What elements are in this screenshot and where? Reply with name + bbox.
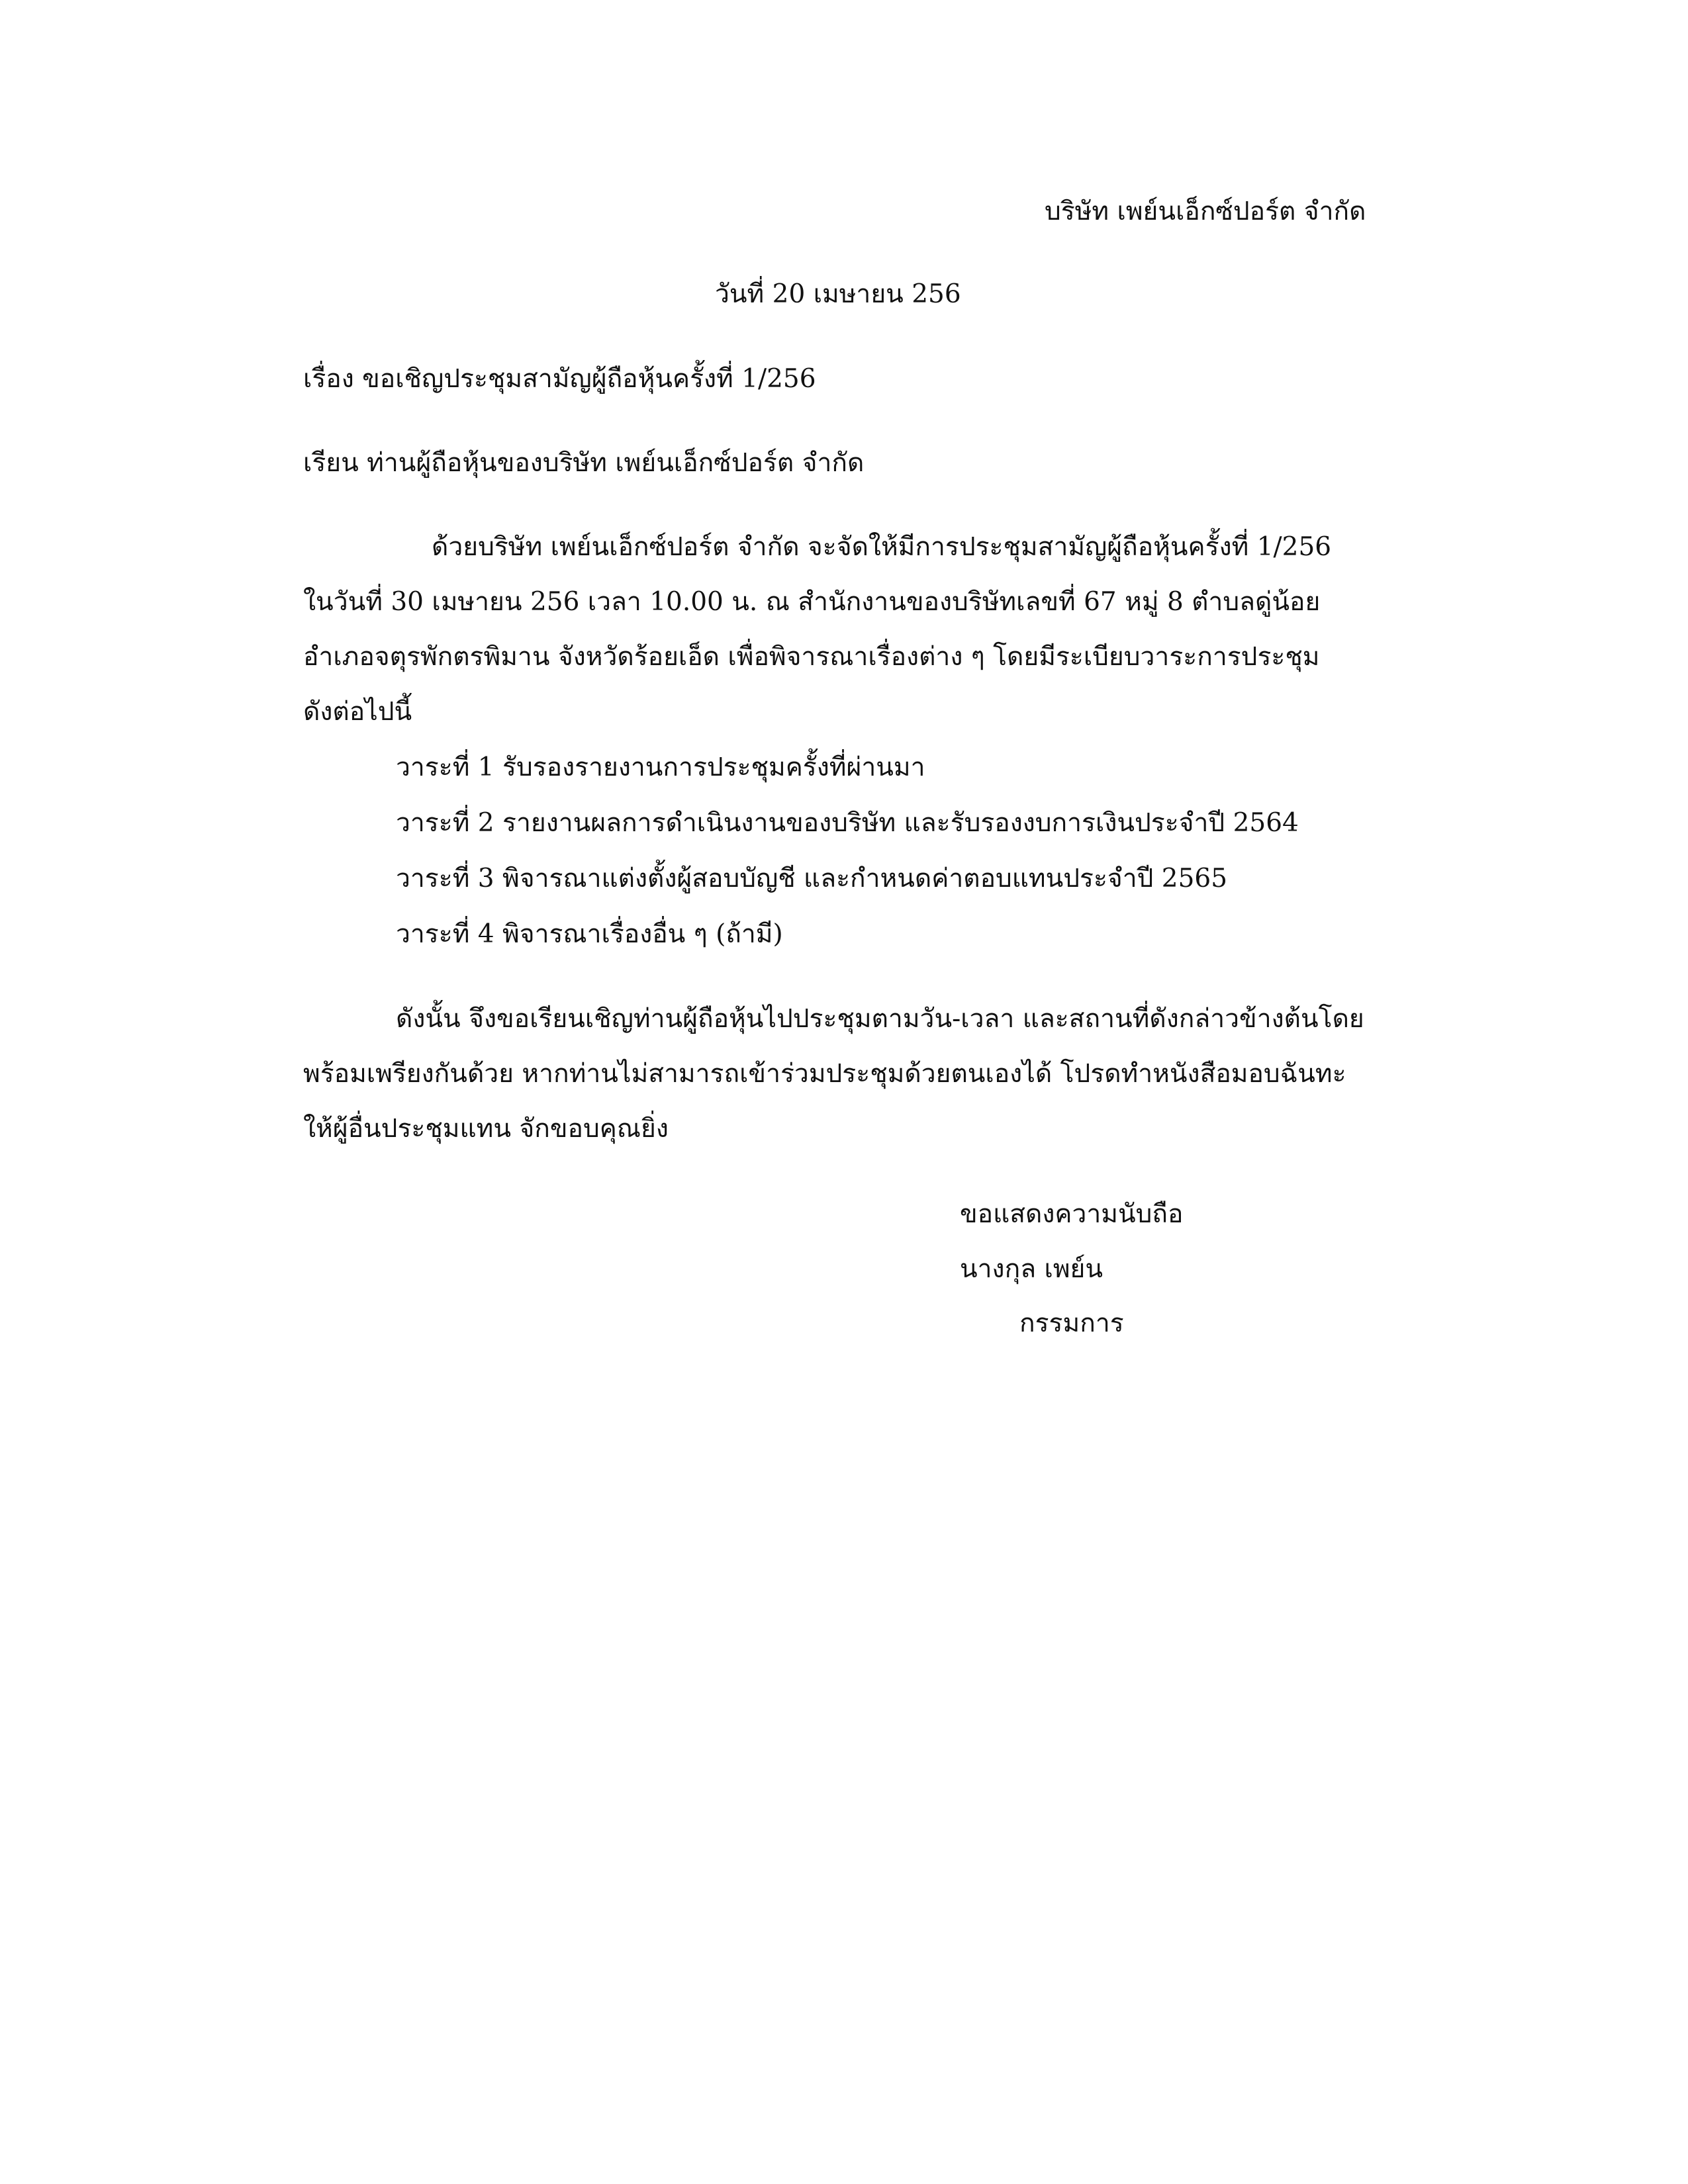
closing-line: พร้อมเพรียงกันด้วย หากท่านไม่สามารถเข้าร่วมประชุมด้วยตนเองได้ โปรดทำหนังสือมอบฉันทะ xyxy=(303,1059,1346,1089)
agenda-item: วาระที่ 1 รับรองรายงานการประชุมครั้งที่ผ่านมา xyxy=(396,752,925,782)
letter-date: วันที่ 20 เมษายน 256 xyxy=(715,279,961,309)
letter-subject: เรื่อง ขอเชิญประชุมสามัญผู้ถือหุ้นครั้งที่ 1/256 xyxy=(303,364,816,394)
signature-regards: ขอแสดงความนับถือ xyxy=(960,1199,1184,1229)
company-header: บริษัท เพย์นเอ็กซ์ปอร์ต จำกัด xyxy=(1045,197,1366,226)
closing-line: ให้ผู้อื่นประชุมแทน จักขอบคุณยิ่ง xyxy=(303,1114,669,1144)
body-line: ด้วยบริษัท เพย์นเอ็กซ์ปอร์ต จำกัด จะจัดให้มีการประชุมสามัญผู้ถือหุ้นครั้งที่ 1/256 xyxy=(432,532,1332,562)
agenda-item: วาระที่ 4 พิจารณาเรื่องอื่น ๆ (ถ้ามี) xyxy=(396,919,783,949)
agenda-item: วาระที่ 2 รายงานผลการดำเนินงานของบริษัท และรับรองงบการเงินประจำปี 2564 xyxy=(396,808,1299,838)
body-line: อำเภอจตุรพักตรพิมาน จังหวัดร้อยเอ็ด เพื่อพิจารณาเรื่องต่าง ๆ โดยมีระเบียบวาระการประชุม xyxy=(303,642,1320,672)
body-line: ดังต่อไปนี้ xyxy=(303,697,412,727)
signature-name: นางกุล เพย์น xyxy=(960,1254,1103,1284)
agenda-item: วาระที่ 3 พิจารณาแต่งตั้งผู้สอบบัญชี และกำหนดค่าตอบแทนประจำปี 2565 xyxy=(396,864,1228,893)
letter-salutation: เรียน ท่านผู้ถือหุ้นของบริษัท เพย์นเอ็กซ์ปอร์ต จำกัด xyxy=(303,448,865,478)
signature-title: กรรมการ xyxy=(1019,1308,1124,1338)
closing-line: ดังนั้น จึงขอเรียนเชิญท่านผู้ถือหุ้นไปประชุมตามวัน-เวลา และสถานที่ดังกล่าวข้างต้นโดย xyxy=(396,1004,1364,1034)
body-line: ในวันที่ 30 เมษายน 256 เวลา 10.00 น. ณ สำนักงานของบริษัทเลขที่ 67 หมู่ 8 ตำบลดู่น้อย xyxy=(303,587,1321,617)
